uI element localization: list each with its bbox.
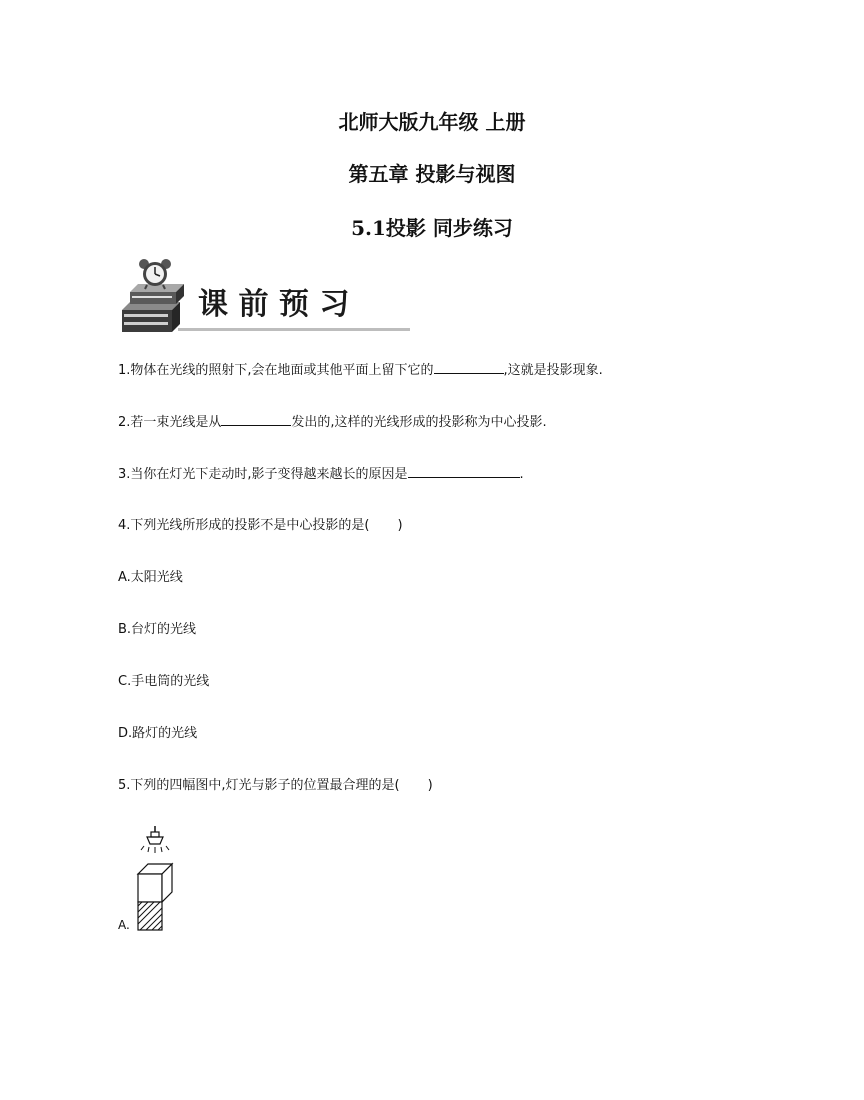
option-4c: C.手电筒的光线 [118,674,210,689]
header-lesson: 5.1投影 同步练习 [351,216,513,240]
answer-blank-3[interactable] [408,465,520,478]
question-2-text-end: 发出的,这样的光线形成的投影称为中心投影. [291,415,547,430]
figure-a-lamp-box-shadow [130,826,180,934]
question-5-stem-end: ) [427,778,433,793]
lamp-icon [141,826,169,853]
option-4a: A.太阳光线 [118,570,183,585]
question-1-text-end: ,这就是投影现象. [503,363,603,378]
figure-a-label: A. [118,918,130,932]
option-4b: B.台灯的光线 [118,622,197,637]
answer-blank-1[interactable] [434,361,504,374]
question-3-text-end: . [519,467,524,482]
question-1-text: 1.物体在光线的照射下,会在地面或其他平面上留下它的 [118,363,434,378]
header-chapter: 第五章 投影与视图 [348,162,516,186]
box-shape [138,864,172,902]
preview-section-title: 课 前 预 习 [198,287,350,322]
question-3-text: 3.当你在灯光下走动时,影子变得越来越长的原因是 [118,467,408,482]
option-4d: D.路灯的光线 [118,726,198,741]
question-3 [118,465,524,484]
question-5-stem: 5.下列的四幅图中,灯光与影子的位置最合理的是( [118,778,400,793]
books-with-alarm-clock-icon [122,259,184,332]
answer-blank-2[interactable] [221,413,291,426]
question-2-text: 2.若一束光线是从 [118,415,222,430]
question-5 [118,777,433,795]
header-textbook: 北师大版九年级 上册 [338,110,526,134]
shadow-shape [138,902,162,930]
preview-section-banner [118,252,418,336]
question-4-stem: 4.下列光线所形成的投影不是中心投影的是( [118,518,370,533]
question-2 [118,413,547,432]
question-1 [118,361,603,380]
question-4-stem-end: ) [397,518,403,533]
question-4 [118,517,403,535]
